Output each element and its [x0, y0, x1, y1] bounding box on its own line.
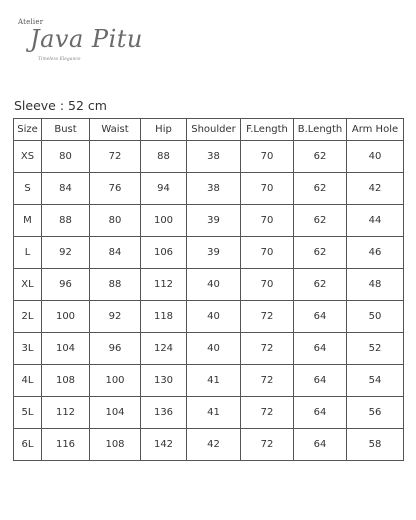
cell-hip: 118 — [141, 301, 187, 333]
cell-shoulder: 40 — [187, 269, 241, 301]
cell-hip: 100 — [141, 205, 187, 237]
cell-back-length: 62 — [294, 173, 347, 205]
cell-front-length: 70 — [241, 237, 294, 269]
header-arm-hole: Arm Hole — [347, 119, 404, 141]
cell-arm-hole: 58 — [347, 429, 404, 461]
header-front-length: F.Length — [241, 119, 294, 141]
cell-front-length: 70 — [241, 205, 294, 237]
logo-name-text: Java Pitu — [30, 25, 143, 53]
cell-size: 6L — [14, 429, 42, 461]
cell-front-length: 70 — [241, 173, 294, 205]
size-chart-table — [13, 118, 404, 461]
cell-waist: 84 — [90, 237, 141, 269]
cell-waist: 80 — [90, 205, 141, 237]
cell-front-length: 72 — [241, 365, 294, 397]
cell-arm-hole: 42 — [347, 173, 404, 205]
table-row — [14, 397, 404, 429]
cell-shoulder: 40 — [187, 333, 241, 365]
table-body — [14, 141, 404, 461]
cell-shoulder: 42 — [187, 429, 241, 461]
cell-hip: 106 — [141, 237, 187, 269]
cell-bust: 112 — [42, 397, 90, 429]
cell-back-length: 64 — [294, 365, 347, 397]
cell-arm-hole: 56 — [347, 397, 404, 429]
cell-waist: 96 — [90, 333, 141, 365]
cell-hip: 112 — [141, 269, 187, 301]
cell-hip: 94 — [141, 173, 187, 205]
table-row — [14, 205, 404, 237]
cell-bust: 108 — [42, 365, 90, 397]
cell-bust: 100 — [42, 301, 90, 333]
cell-hip: 130 — [141, 365, 187, 397]
cell-waist: 88 — [90, 269, 141, 301]
header-waist: Waist — [90, 119, 141, 141]
cell-size: XS — [14, 141, 42, 173]
cell-waist: 76 — [90, 173, 141, 205]
cell-size: 4L — [14, 365, 42, 397]
cell-front-length: 72 — [241, 301, 294, 333]
cell-arm-hole: 54 — [347, 365, 404, 397]
cell-shoulder: 39 — [187, 237, 241, 269]
header-back-length: B.Length — [294, 119, 347, 141]
cell-bust: 88 — [42, 205, 90, 237]
cell-hip: 136 — [141, 397, 187, 429]
cell-size: L — [14, 237, 42, 269]
table-row — [14, 141, 404, 173]
cell-back-length: 62 — [294, 205, 347, 237]
cell-bust: 104 — [42, 333, 90, 365]
cell-arm-hole: 50 — [347, 301, 404, 333]
logo-atelier-text: Atelier — [18, 18, 44, 26]
cell-front-length: 70 — [241, 141, 294, 173]
cell-back-length: 62 — [294, 237, 347, 269]
cell-bust: 80 — [42, 141, 90, 173]
cell-arm-hole: 48 — [347, 269, 404, 301]
table-row — [14, 365, 404, 397]
table-row — [14, 269, 404, 301]
cell-arm-hole: 46 — [347, 237, 404, 269]
cell-back-length: 62 — [294, 269, 347, 301]
cell-hip: 142 — [141, 429, 187, 461]
cell-bust: 96 — [42, 269, 90, 301]
cell-shoulder: 41 — [187, 397, 241, 429]
cell-shoulder: 41 — [187, 365, 241, 397]
cell-shoulder: 40 — [187, 301, 241, 333]
table-row — [14, 301, 404, 333]
table-header-row — [14, 119, 404, 141]
cell-back-length: 64 — [294, 429, 347, 461]
cell-waist: 108 — [90, 429, 141, 461]
cell-shoulder: 38 — [187, 173, 241, 205]
cell-bust: 92 — [42, 237, 90, 269]
table-row — [14, 333, 404, 365]
header-hip: Hip — [141, 119, 187, 141]
cell-size: M — [14, 205, 42, 237]
brand-logo — [18, 18, 178, 70]
cell-front-length: 72 — [241, 429, 294, 461]
cell-size: S — [14, 173, 42, 205]
logo-tagline-text: Timeless Elegance — [38, 57, 81, 62]
cell-shoulder: 38 — [187, 141, 241, 173]
cell-back-length: 64 — [294, 333, 347, 365]
header-shoulder: Shoulder — [187, 119, 241, 141]
cell-waist: 72 — [90, 141, 141, 173]
cell-waist: 100 — [90, 365, 141, 397]
cell-size: 5L — [14, 397, 42, 429]
cell-back-length: 64 — [294, 397, 347, 429]
cell-arm-hole: 44 — [347, 205, 404, 237]
cell-front-length: 72 — [241, 397, 294, 429]
table-row — [14, 237, 404, 269]
cell-waist: 104 — [90, 397, 141, 429]
header-size: Size — [14, 119, 42, 141]
cell-arm-hole: 52 — [347, 333, 404, 365]
cell-waist: 92 — [90, 301, 141, 333]
cell-size: XL — [14, 269, 42, 301]
cell-hip: 88 — [141, 141, 187, 173]
cell-bust: 116 — [42, 429, 90, 461]
cell-shoulder: 39 — [187, 205, 241, 237]
cell-arm-hole: 40 — [347, 141, 404, 173]
table-row — [14, 173, 404, 205]
table-row — [14, 429, 404, 461]
cell-back-length: 62 — [294, 141, 347, 173]
cell-size: 2L — [14, 301, 42, 333]
sleeve-length-note: Sleeve : 52 cm — [14, 98, 107, 113]
cell-hip: 124 — [141, 333, 187, 365]
cell-front-length: 72 — [241, 333, 294, 365]
header-bust: Bust — [42, 119, 90, 141]
cell-bust: 84 — [42, 173, 90, 205]
cell-back-length: 64 — [294, 301, 347, 333]
cell-front-length: 70 — [241, 269, 294, 301]
cell-size: 3L — [14, 333, 42, 365]
